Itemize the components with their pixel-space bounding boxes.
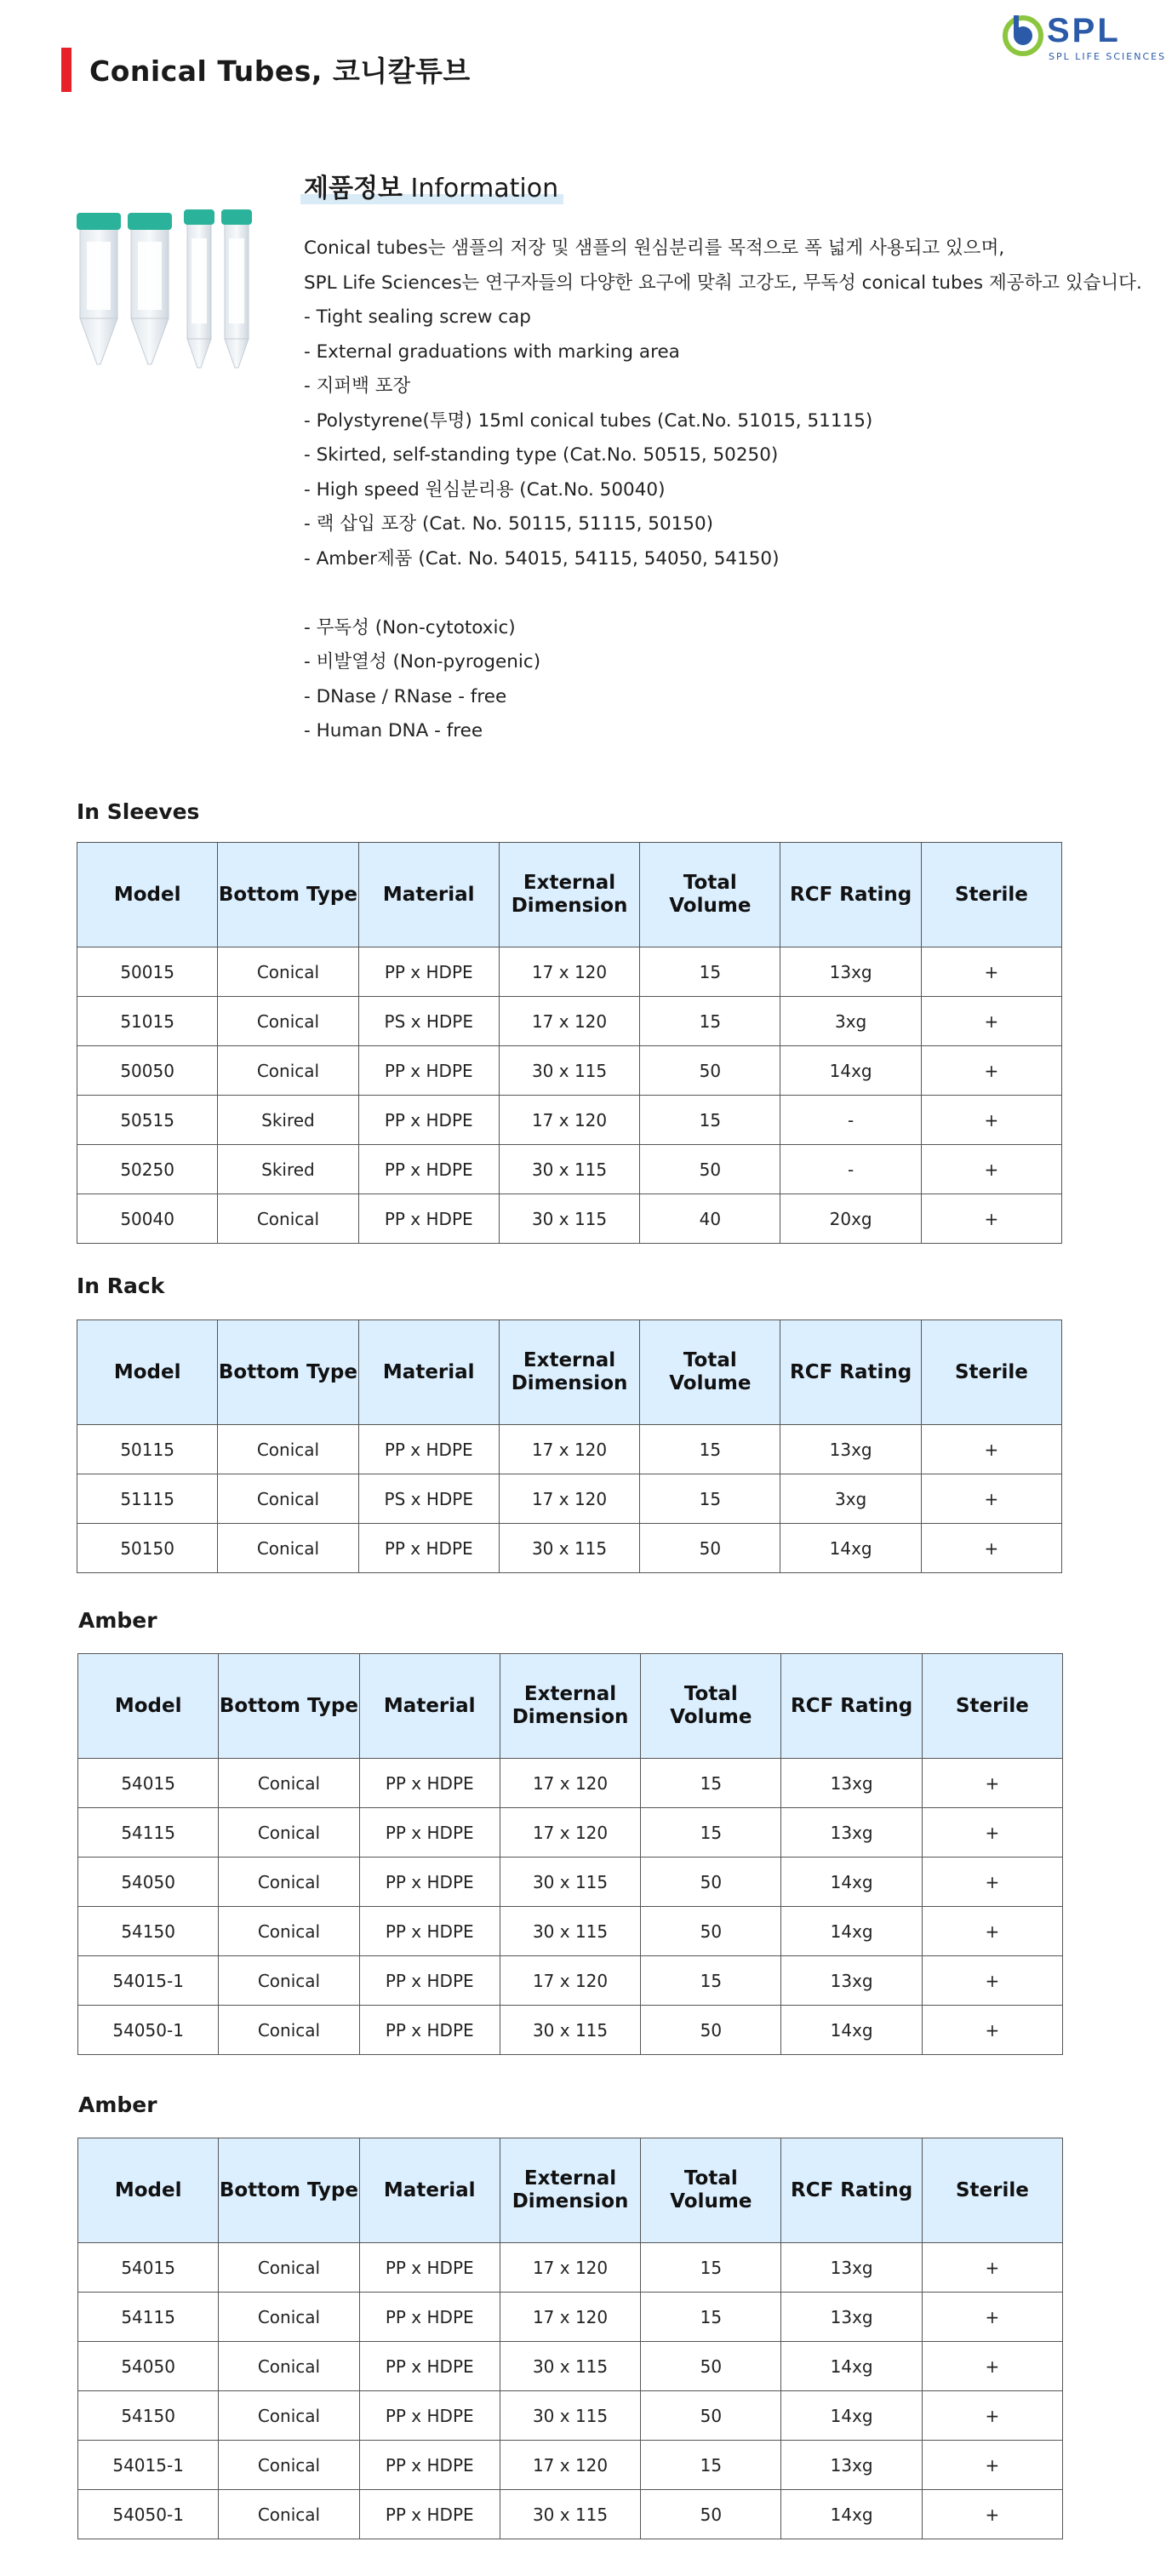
table-cell: 54115 bbox=[78, 1808, 219, 1858]
column-header: Material bbox=[358, 843, 499, 947]
table-cell: 15 bbox=[641, 1956, 781, 2006]
table-cell: 15 bbox=[641, 2441, 781, 2490]
table-cell: 54050 bbox=[78, 1858, 219, 1907]
table-cell: 30 x 115 bbox=[499, 1524, 639, 1573]
column-header: Model bbox=[78, 2138, 219, 2243]
info-heading-en: Information bbox=[410, 174, 559, 203]
table-cell: 13xg bbox=[781, 1759, 922, 1808]
table-cell: Conical bbox=[219, 1907, 359, 1956]
table-cell: 15 bbox=[641, 1808, 781, 1858]
table-cell: Conical bbox=[218, 1425, 358, 1474]
table-cell: 50 bbox=[641, 1907, 781, 1956]
column-header: External Dimension bbox=[499, 843, 639, 947]
column-header: Sterile bbox=[921, 1320, 1061, 1425]
table-cell: PS x HDPE bbox=[358, 1474, 499, 1524]
table-cell: Conical bbox=[218, 1194, 358, 1244]
table-cell: 15 bbox=[640, 1425, 780, 1474]
column-header: Material bbox=[359, 1654, 500, 1759]
info-line: - 지퍼백 포장 bbox=[304, 375, 411, 397]
table-cell: Conical bbox=[218, 1524, 358, 1573]
column-header: Total Volume bbox=[641, 1654, 781, 1759]
table-cell: PP x HDPE bbox=[359, 1907, 500, 1956]
table-cell: PP x HDPE bbox=[359, 2441, 500, 2490]
info-heading-ko: 제품정보 bbox=[304, 174, 403, 203]
table-row bbox=[77, 1096, 1062, 1145]
column-header: External Dimension bbox=[499, 1320, 639, 1425]
table-cell: 30 x 115 bbox=[500, 2006, 640, 2055]
spl-logo[interactable] bbox=[1003, 12, 1166, 63]
table-cell: 50 bbox=[640, 1046, 780, 1096]
table-cell: + bbox=[922, 1858, 1062, 1907]
info-line: - Tight sealing screw cap bbox=[304, 306, 531, 328]
table-cell: 30 x 115 bbox=[500, 1907, 640, 1956]
table-cell: 54115 bbox=[78, 2293, 219, 2342]
table-row bbox=[78, 2490, 1063, 2539]
table-cell: 50115 bbox=[77, 1425, 218, 1474]
section-title-amber: Amber bbox=[78, 1608, 157, 1633]
column-header: RCF Rating bbox=[781, 2138, 922, 2243]
logo-subtext: SPL LIFE SCIENCES bbox=[1049, 51, 1166, 62]
table-row bbox=[78, 2243, 1063, 2293]
table-row bbox=[77, 1524, 1062, 1573]
table-cell: 17 x 120 bbox=[499, 1425, 639, 1474]
table-cell: 14xg bbox=[781, 2342, 922, 2391]
table-cell: 54015-1 bbox=[78, 1956, 219, 2006]
table-cell: PP x HDPE bbox=[358, 947, 499, 997]
table-cell: + bbox=[921, 1425, 1061, 1474]
table-cell: Skired bbox=[218, 1145, 358, 1194]
column-header: Model bbox=[77, 1320, 218, 1425]
table-cell: PP x HDPE bbox=[358, 1194, 499, 1244]
table-row bbox=[78, 1956, 1063, 2006]
info-line: - Amber제품 (Cat. No. 54015, 54115, 54050, 54150) bbox=[304, 547, 780, 570]
table-cell: + bbox=[921, 1046, 1061, 1096]
table-header-row bbox=[78, 1654, 1063, 1759]
table-cell: 13xg bbox=[781, 1956, 922, 2006]
table-cell: 13xg bbox=[781, 1808, 922, 1858]
spec-table-in-rack bbox=[77, 1319, 1062, 1573]
table-row bbox=[78, 2293, 1063, 2342]
info-line: - 비발열성 (Non-pyrogenic) bbox=[304, 651, 541, 673]
table-cell: 17 x 120 bbox=[500, 2441, 640, 2490]
table-cell: + bbox=[921, 1474, 1061, 1524]
column-header: Sterile bbox=[921, 843, 1061, 947]
table-cell: 13xg bbox=[781, 2243, 922, 2293]
table-cell: 13xg bbox=[780, 1425, 921, 1474]
table-cell: 17 x 120 bbox=[499, 947, 639, 997]
section-title-in-rack: In Rack bbox=[77, 1274, 165, 1298]
table-cell: Skired bbox=[218, 1096, 358, 1145]
table-cell: Conical bbox=[219, 2490, 359, 2539]
table-cell: 40 bbox=[640, 1194, 780, 1244]
table-cell: 54050-1 bbox=[78, 2490, 219, 2539]
column-header: External Dimension bbox=[500, 2138, 640, 2243]
table-row bbox=[78, 1858, 1063, 1907]
table-cell: 17 x 120 bbox=[499, 1474, 639, 1524]
column-header: Sterile bbox=[922, 1654, 1062, 1759]
table-cell: 13xg bbox=[781, 2441, 922, 2490]
table-cell: 15 bbox=[641, 2293, 781, 2342]
info-heading bbox=[304, 167, 558, 204]
table-cell: + bbox=[922, 1907, 1062, 1956]
info-line: SPL Life Sciences는 연구자들의 다양한 요구에 맞춰 고강도, 무독성 conical tubes 제공하고 있습니다. bbox=[304, 272, 1142, 294]
spec-table-amber bbox=[77, 1653, 1063, 2055]
table-cell: 14xg bbox=[781, 1907, 922, 1956]
tube-4 bbox=[221, 209, 252, 368]
table-cell: + bbox=[922, 1956, 1062, 2006]
table-cell: + bbox=[922, 2391, 1062, 2441]
table-cell: 30 x 115 bbox=[499, 1194, 639, 1244]
table-cell: 17 x 120 bbox=[500, 1956, 640, 2006]
column-header: Model bbox=[78, 1654, 219, 1759]
column-header: RCF Rating bbox=[780, 1320, 921, 1425]
table-cell: 13xg bbox=[781, 2293, 922, 2342]
table-cell: PP x HDPE bbox=[358, 1425, 499, 1474]
section-title-in-sleeves: In Sleeves bbox=[77, 799, 200, 824]
table-cell: 14xg bbox=[780, 1524, 921, 1573]
table-cell: 14xg bbox=[781, 2490, 922, 2539]
table-cell: PP x HDPE bbox=[358, 1145, 499, 1194]
table-row bbox=[77, 1425, 1062, 1474]
table-cell: Conical bbox=[219, 2243, 359, 2293]
column-header: Material bbox=[359, 2138, 500, 2243]
title-accent-bar bbox=[61, 48, 71, 92]
table-cell: + bbox=[922, 2441, 1062, 2490]
table-cell: + bbox=[922, 2006, 1062, 2055]
table-cell: PP x HDPE bbox=[359, 2006, 500, 2055]
table-cell: 50 bbox=[640, 1524, 780, 1573]
table-cell: 50040 bbox=[77, 1194, 218, 1244]
table-cell: Conical bbox=[219, 1956, 359, 2006]
table-cell: 30 x 115 bbox=[500, 2342, 640, 2391]
table-cell: + bbox=[921, 1194, 1061, 1244]
table-cell: PP x HDPE bbox=[359, 1858, 500, 1907]
tube-2 bbox=[128, 213, 172, 364]
table-cell: 50 bbox=[641, 2490, 781, 2539]
info-line: - High speed 원심분리용 (Cat.No. 50040) bbox=[304, 478, 666, 501]
table-cell: 17 x 120 bbox=[500, 2243, 640, 2293]
table-row bbox=[77, 947, 1062, 997]
table-header-row bbox=[77, 1320, 1062, 1425]
table-header-row bbox=[78, 2138, 1063, 2243]
table-cell: 50250 bbox=[77, 1145, 218, 1194]
conical-tubes-image bbox=[75, 213, 262, 375]
table-cell: + bbox=[921, 1524, 1061, 1573]
table-cell: Conical bbox=[219, 2441, 359, 2490]
table-row bbox=[78, 2441, 1063, 2490]
table-cell: Conical bbox=[219, 1808, 359, 1858]
table-cell: 50015 bbox=[77, 947, 218, 997]
column-header: Total Volume bbox=[640, 843, 780, 947]
spec-table-in-sleeves bbox=[77, 842, 1062, 1244]
table-cell: PP x HDPE bbox=[359, 2293, 500, 2342]
table-cell: + bbox=[921, 1096, 1061, 1145]
table-cell: + bbox=[922, 2490, 1062, 2539]
table-cell: 13xg bbox=[780, 947, 921, 997]
table-cell: + bbox=[922, 2342, 1062, 2391]
info-line: - External graduations with marking area bbox=[304, 341, 680, 363]
table-cell: 15 bbox=[640, 1474, 780, 1524]
column-header: Bottom Type bbox=[218, 1320, 358, 1425]
table-cell: 50 bbox=[641, 2006, 781, 2055]
info-line: - Human DNA - free bbox=[304, 720, 483, 741]
table-cell: PP x HDPE bbox=[358, 1524, 499, 1573]
info-line: - 무독성 (Non-cytotoxic) bbox=[304, 616, 516, 638]
table-cell: Conical bbox=[219, 2391, 359, 2441]
table-cell: PS x HDPE bbox=[358, 997, 499, 1046]
column-header: Sterile bbox=[922, 2138, 1062, 2243]
table-cell: - bbox=[780, 1096, 921, 1145]
info-line: - Polystyrene(투명) 15ml conical tubes (Cat.No. 51015, 51115) bbox=[304, 409, 873, 432]
table-cell: 17 x 120 bbox=[500, 1808, 640, 1858]
table-cell: PP x HDPE bbox=[358, 1096, 499, 1145]
table-cell: 30 x 115 bbox=[500, 2490, 640, 2539]
table-row bbox=[77, 1194, 1062, 1244]
table-cell: 15 bbox=[640, 947, 780, 997]
info-line: Conical tubes는 샘플의 저장 및 샘플의 원심분리를 목적으로 폭 넓게 사용되고 있으며, bbox=[304, 238, 1005, 259]
table-cell: 50150 bbox=[77, 1524, 218, 1573]
table-cell: 50515 bbox=[77, 1096, 218, 1145]
tube-3 bbox=[184, 209, 214, 368]
table-cell: Conical bbox=[219, 2293, 359, 2342]
table-cell: 54150 bbox=[78, 1907, 219, 1956]
table-cell: 14xg bbox=[780, 1046, 921, 1096]
table-cell: 15 bbox=[640, 997, 780, 1046]
table-cell: Conical bbox=[219, 1858, 359, 1907]
info-line: - 랙 삽입 포장 (Cat. No. 50115, 51115, 50150) bbox=[304, 513, 714, 535]
table-cell: PP x HDPE bbox=[359, 2490, 500, 2539]
page-title: Conical Tubes, 코니칼튜브 bbox=[89, 54, 471, 88]
table-cell: 15 bbox=[641, 2243, 781, 2293]
column-header: Bottom Type bbox=[218, 843, 358, 947]
table-cell: 50050 bbox=[77, 1046, 218, 1096]
table-cell: 14xg bbox=[781, 2006, 922, 2055]
table-cell: 15 bbox=[641, 1759, 781, 1808]
table-cell: 54150 bbox=[78, 2391, 219, 2441]
table-cell: + bbox=[922, 1759, 1062, 1808]
table-row bbox=[77, 997, 1062, 1046]
table-cell: + bbox=[922, 2243, 1062, 2293]
info-line: - Skirted, self-standing type (Cat.No. 50515, 50250) bbox=[304, 444, 779, 466]
column-header: RCF Rating bbox=[780, 843, 921, 947]
info-description bbox=[304, 232, 1142, 749]
table-cell: 30 x 115 bbox=[500, 2391, 640, 2441]
table-cell: PP x HDPE bbox=[359, 2243, 500, 2293]
table-cell: PP x HDPE bbox=[359, 1808, 500, 1858]
table-cell: 17 x 120 bbox=[499, 997, 639, 1046]
table-cell: Conical bbox=[218, 947, 358, 997]
info-line: - DNase / RNase - free bbox=[304, 685, 507, 707]
column-header: Bottom Type bbox=[219, 1654, 359, 1759]
table-cell: + bbox=[921, 947, 1061, 997]
spl-logo-icon bbox=[1003, 14, 1045, 58]
table-cell: PP x HDPE bbox=[359, 1956, 500, 2006]
column-header: Model bbox=[77, 843, 218, 947]
table-cell: 17 x 120 bbox=[499, 1096, 639, 1145]
table-cell: + bbox=[921, 1145, 1061, 1194]
table-row bbox=[78, 1759, 1063, 1808]
table-cell: 50 bbox=[641, 2342, 781, 2391]
table-header-row bbox=[77, 843, 1062, 947]
table-row bbox=[77, 1145, 1062, 1194]
table-cell: Conical bbox=[219, 2006, 359, 2055]
table-cell: 17 x 120 bbox=[500, 1759, 640, 1808]
table-cell: - bbox=[780, 1145, 921, 1194]
table-cell: 30 x 115 bbox=[500, 1858, 640, 1907]
table-row bbox=[77, 1474, 1062, 1524]
table-cell: 50 bbox=[641, 1858, 781, 1907]
table-row bbox=[78, 1808, 1063, 1858]
table-cell: 50 bbox=[640, 1145, 780, 1194]
column-header: RCF Rating bbox=[781, 1654, 922, 1759]
info-spacer bbox=[304, 576, 1138, 611]
table-cell: 30 x 115 bbox=[499, 1145, 639, 1194]
table-cell: PP x HDPE bbox=[359, 2391, 500, 2441]
table-cell: Conical bbox=[218, 997, 358, 1046]
table-row bbox=[78, 2342, 1063, 2391]
table-cell: + bbox=[922, 2293, 1062, 2342]
table-cell: 3xg bbox=[780, 1474, 921, 1524]
column-header: External Dimension bbox=[500, 1654, 640, 1759]
table-cell: 50 bbox=[641, 2391, 781, 2441]
table-cell: PP x HDPE bbox=[359, 2342, 500, 2391]
column-header: Material bbox=[358, 1320, 499, 1425]
table-row bbox=[77, 1046, 1062, 1096]
tube-1 bbox=[77, 213, 121, 364]
table-cell: 14xg bbox=[781, 1858, 922, 1907]
spec-table-amber-2 bbox=[77, 2138, 1063, 2539]
table-cell: 3xg bbox=[780, 997, 921, 1046]
table-cell: Conical bbox=[218, 1474, 358, 1524]
table-cell: PP x HDPE bbox=[359, 1759, 500, 1808]
column-header: Total Volume bbox=[641, 2138, 781, 2243]
table-cell: Conical bbox=[218, 1046, 358, 1096]
table-cell: Conical bbox=[219, 1759, 359, 1808]
table-row bbox=[78, 1907, 1063, 1956]
table-cell: Conical bbox=[219, 2342, 359, 2391]
table-cell: 17 x 120 bbox=[500, 2293, 640, 2342]
table-cell: 14xg bbox=[781, 2391, 922, 2441]
table-cell: + bbox=[921, 997, 1061, 1046]
table-cell: PP x HDPE bbox=[358, 1046, 499, 1096]
table-cell: 54015 bbox=[78, 2243, 219, 2293]
column-header: Bottom Type bbox=[219, 2138, 359, 2243]
table-cell: 54050-1 bbox=[78, 2006, 219, 2055]
table-row bbox=[78, 2006, 1063, 2055]
table-cell: 20xg bbox=[780, 1194, 921, 1244]
table-cell: 54015 bbox=[78, 1759, 219, 1808]
section-title-amber-2: Amber bbox=[78, 2092, 157, 2117]
table-cell: 51115 bbox=[77, 1474, 218, 1524]
table-cell: 54015-1 bbox=[78, 2441, 219, 2490]
logo-text: SPL bbox=[1047, 12, 1121, 49]
column-header: Total Volume bbox=[640, 1320, 780, 1425]
table-cell: 51015 bbox=[77, 997, 218, 1046]
table-cell: + bbox=[922, 1808, 1062, 1858]
table-cell: 15 bbox=[640, 1096, 780, 1145]
table-cell: 54050 bbox=[78, 2342, 219, 2391]
table-row bbox=[78, 2391, 1063, 2441]
table-cell: 30 x 115 bbox=[499, 1046, 639, 1096]
